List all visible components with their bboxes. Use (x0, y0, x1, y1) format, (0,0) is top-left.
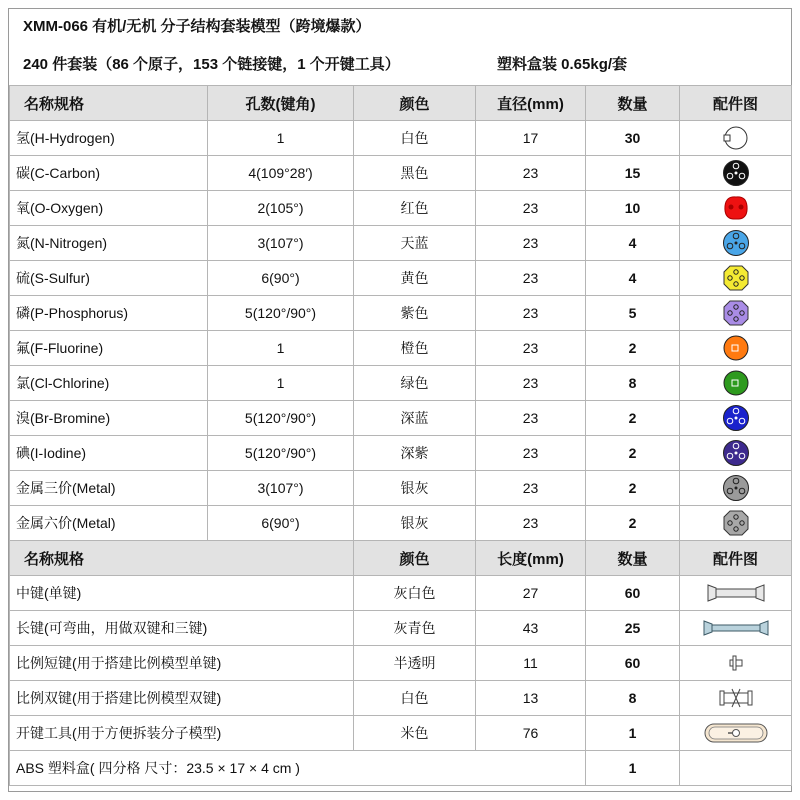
iodine-atom-icon (680, 438, 791, 468)
bond-color: 米色 (354, 716, 476, 751)
atom-diameter: 23 (476, 331, 586, 366)
bond-image (680, 576, 792, 611)
bond-image (680, 716, 792, 751)
atom-diameter: 23 (476, 191, 586, 226)
bond-length: 43 (476, 611, 586, 646)
atom-color: 银灰 (354, 506, 476, 541)
atom-name: 氧(O-Oxygen) (10, 191, 208, 226)
atom-color: 白色 (354, 121, 476, 156)
double-scale-bond-icon (680, 683, 791, 713)
bond-qty: 8 (586, 681, 680, 716)
atom-image (680, 401, 792, 436)
atom-image (680, 471, 792, 506)
atom-diameter: 23 (476, 296, 586, 331)
atom-qty: 2 (586, 331, 680, 366)
bond-image (680, 611, 792, 646)
atom-row (10, 191, 792, 226)
atom-diameter: 23 (476, 156, 586, 191)
storage-box-label: ABS 塑料盒( 四分格 尺寸：23.5 × 17 × 4 cm ) (10, 751, 586, 786)
atom-name: 金属三价(Metal) (10, 471, 208, 506)
phosphorus-atom-icon (680, 298, 791, 328)
atoms-header-qty: 数量 (586, 86, 680, 121)
atom-qty: 2 (586, 401, 680, 436)
storage-box-image (680, 751, 792, 786)
bond-row (10, 576, 792, 611)
bond-color: 白色 (354, 681, 476, 716)
oxygen-atom-icon (680, 193, 791, 223)
atom-row (10, 436, 792, 471)
bonds-header-length: 长度(mm) (476, 541, 586, 576)
bonds-header-row (10, 541, 792, 576)
carbon-atom-icon (680, 158, 791, 188)
atom-image (680, 156, 792, 191)
atom-color: 深紫 (354, 436, 476, 471)
atom-name: 金属六价(Metal) (10, 506, 208, 541)
sheet-title: XMM-066 有机/无机 分子结构套装模型（跨境爆款） (23, 18, 371, 35)
atom-qty: 8 (586, 366, 680, 401)
atom-diameter: 23 (476, 506, 586, 541)
atom-holes: 6(90°) (208, 506, 354, 541)
bond-row (10, 611, 792, 646)
atom-holes: 5(120°/90°) (208, 296, 354, 331)
bond-name: 比例短键(用于搭建比例模型单键) (10, 646, 354, 681)
bond-length: 13 (476, 681, 586, 716)
atom-qty: 5 (586, 296, 680, 331)
bond-color: 灰白色 (354, 576, 476, 611)
bond-qty: 1 (586, 716, 680, 751)
atom-row (10, 331, 792, 366)
atom-row (10, 226, 792, 261)
atom-holes: 5(120°/90°) (208, 401, 354, 436)
atom-holes: 4(109°28′) (208, 156, 354, 191)
atoms-header-holes: 孔数(键角) (208, 86, 354, 121)
atoms-header-diameter: 直径(mm) (476, 86, 586, 121)
bond-image (680, 681, 792, 716)
atom-holes: 2(105°) (208, 191, 354, 226)
atom-row (10, 506, 792, 541)
bond-remover-tool-icon (680, 718, 791, 748)
bond-name: 比例双键(用于搭建比例模型双键) (10, 681, 354, 716)
storage-box-qty: 1 (586, 751, 680, 786)
atom-row (10, 471, 792, 506)
bond-qty: 60 (586, 646, 680, 681)
atom-qty: 15 (586, 156, 680, 191)
atom-image (680, 121, 792, 156)
atom-color: 黑色 (354, 156, 476, 191)
bond-name: 开键工具(用于方便拆装分子模型) (10, 716, 354, 751)
bond-qty: 25 (586, 611, 680, 646)
atom-image (680, 261, 792, 296)
hydrogen-atom-icon (680, 123, 791, 153)
bond-length: 76 (476, 716, 586, 751)
bond-name: 中键(单键) (10, 576, 354, 611)
spec-sheet (8, 8, 792, 792)
atom-name: 氮(N-Nitrogen) (10, 226, 208, 261)
atom-diameter: 23 (476, 401, 586, 436)
bonds-header-color: 颜色 (354, 541, 476, 576)
atom-name: 磷(P-Phosphorus) (10, 296, 208, 331)
metal-hexavalent-atom-icon (680, 508, 791, 538)
atom-name: 碘(I-Iodine) (10, 436, 208, 471)
atom-qty: 2 (586, 506, 680, 541)
atom-image (680, 226, 792, 261)
atom-holes: 1 (208, 121, 354, 156)
bond-color: 灰青色 (354, 611, 476, 646)
bond-qty: 60 (586, 576, 680, 611)
bond-row (10, 681, 792, 716)
bond-color: 半透明 (354, 646, 476, 681)
atom-name: 氟(F-Fluorine) (10, 331, 208, 366)
atom-diameter: 23 (476, 261, 586, 296)
atom-name: 氢(H-Hydrogen) (10, 121, 208, 156)
subtitle-left: 240 件套装（86 个原子，153 个链接键，1 个开键工具） (23, 56, 400, 73)
bond-length: 27 (476, 576, 586, 611)
atoms-header-row (10, 86, 792, 121)
atom-color: 银灰 (354, 471, 476, 506)
atom-image (680, 366, 792, 401)
atom-image (680, 436, 792, 471)
metal-trivalent-atom-icon (680, 473, 791, 503)
subtitle-right: 塑料盒装 0.65kg/套 (497, 56, 628, 73)
bonds-header-name: 名称规格 (10, 541, 354, 576)
atom-row (10, 366, 792, 401)
atom-image (680, 191, 792, 226)
chlorine-atom-icon (680, 368, 791, 398)
atom-qty: 2 (586, 471, 680, 506)
atom-qty: 10 (586, 191, 680, 226)
storage-box-row (10, 751, 792, 786)
atom-color: 深蓝 (354, 401, 476, 436)
long-bond-icon (680, 613, 791, 643)
atoms-header-image: 配件图 (680, 86, 792, 121)
atom-row (10, 401, 792, 436)
bonds-header-image: 配件图 (680, 541, 792, 576)
atom-row (10, 261, 792, 296)
bromine-atom-icon (680, 403, 791, 433)
atom-name: 溴(Br-Bromine) (10, 401, 208, 436)
atom-image (680, 331, 792, 366)
atom-diameter: 23 (476, 471, 586, 506)
atom-color: 红色 (354, 191, 476, 226)
atom-qty: 2 (586, 436, 680, 471)
nitrogen-atom-icon (680, 228, 791, 258)
atom-qty: 4 (586, 226, 680, 261)
spec-table-body (10, 86, 792, 786)
atom-diameter: 23 (476, 366, 586, 401)
atom-name: 碳(C-Carbon) (10, 156, 208, 191)
bond-name: 长键(可弯曲，用做双键和三键) (10, 611, 354, 646)
atom-diameter: 23 (476, 226, 586, 261)
medium-bond-icon (680, 578, 791, 608)
atom-holes: 3(107°) (208, 226, 354, 261)
atom-holes: 5(120°/90°) (208, 436, 354, 471)
atom-image (680, 296, 792, 331)
atoms-header-color: 颜色 (354, 86, 476, 121)
atom-color: 绿色 (354, 366, 476, 401)
bonds-header-qty: 数量 (586, 541, 680, 576)
atom-row (10, 121, 792, 156)
bond-image (680, 646, 792, 681)
atom-name: 硫(S-Sulfur) (10, 261, 208, 296)
atom-diameter: 17 (476, 121, 586, 156)
atom-holes: 1 (208, 366, 354, 401)
short-scale-bond-icon (680, 648, 791, 678)
atom-color: 紫色 (354, 296, 476, 331)
bond-length: 11 (476, 646, 586, 681)
atom-name: 氯(Cl-Chlorine) (10, 366, 208, 401)
atom-row (10, 296, 792, 331)
sulfur-atom-icon (680, 263, 791, 293)
atom-holes: 1 (208, 331, 354, 366)
atoms-header-name: 名称规格 (10, 86, 208, 121)
atom-qty: 4 (586, 261, 680, 296)
spec-table (9, 85, 792, 786)
atom-diameter: 23 (476, 436, 586, 471)
atom-qty: 30 (586, 121, 680, 156)
bond-row (10, 716, 792, 751)
atom-holes: 3(107°) (208, 471, 354, 506)
bond-row (10, 646, 792, 681)
fluorine-atom-icon (680, 333, 791, 363)
atom-color: 橙色 (354, 331, 476, 366)
atom-holes: 6(90°) (208, 261, 354, 296)
sheet-subtitle (9, 45, 791, 85)
atom-row (10, 156, 792, 191)
atom-color: 黄色 (354, 261, 476, 296)
atom-image (680, 506, 792, 541)
atom-color: 天蓝 (354, 226, 476, 261)
